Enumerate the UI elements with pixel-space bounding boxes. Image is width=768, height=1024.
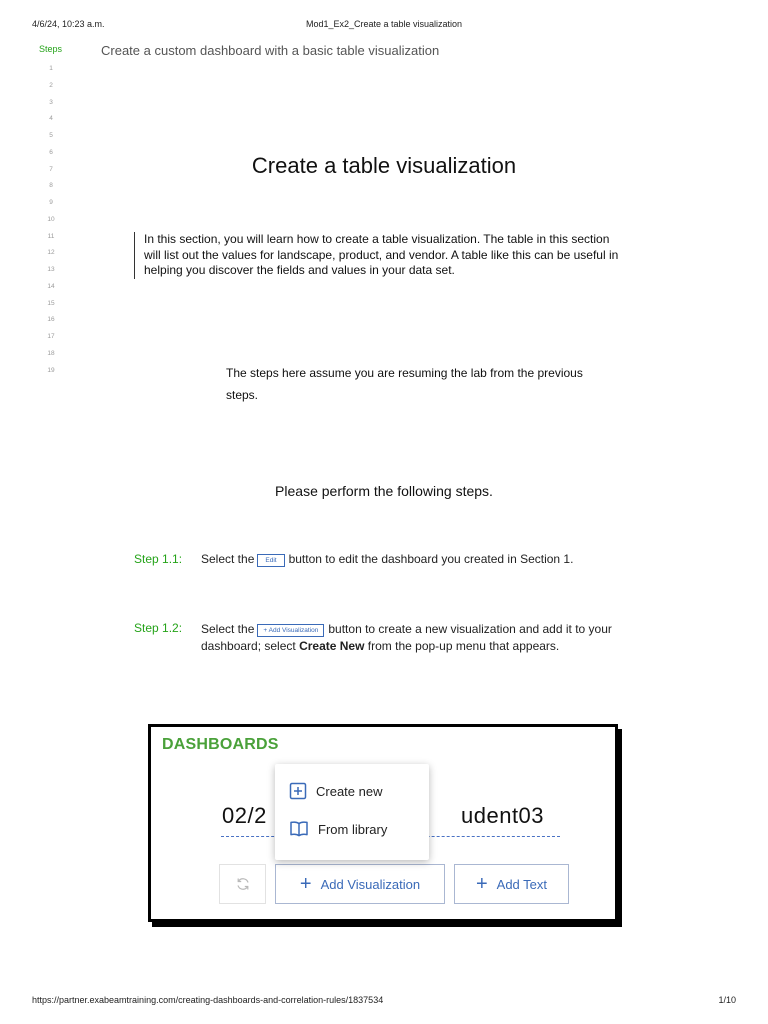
step-1-2-text <box>201 621 641 655</box>
line-number: 9 <box>49 199 53 206</box>
line-number: 10 <box>47 215 55 223</box>
step-1-2-after: from the pop-up menu that appears. <box>367 639 560 653</box>
line-numbers <box>36 61 66 379</box>
add-text-button[interactable] <box>454 864 569 904</box>
line-number: 6 <box>49 148 53 156</box>
line-number: 15 <box>47 299 55 307</box>
plus-icon: + <box>299 873 312 895</box>
book-icon <box>289 820 309 838</box>
dashboard-screenshot <box>148 724 618 922</box>
refresh-icon <box>235 876 251 892</box>
print-date: 4/6/24, 10:23 a.m. <box>32 19 105 29</box>
footer-page-number: 1/10 <box>718 995 736 1005</box>
intro-text: In this section, you will learn how to create a table visualization. The table in this section will list out the values for landscape, product, and vendor. A table like this can be useful in helping you discover the fields and values in your data set. <box>134 232 624 279</box>
dashboard-name-end: udent03 <box>461 803 545 828</box>
line-number: 4 <box>49 115 53 123</box>
menu-item-create-new[interactable] <box>289 782 382 800</box>
create-new-label: Create new <box>316 783 383 799</box>
line-number: 8 <box>49 182 53 190</box>
add-visualization-label: Add Visualization <box>320 876 421 892</box>
line-number: 18 <box>47 349 55 357</box>
menu-item-from-library[interactable] <box>289 820 387 838</box>
line-number: 13 <box>47 266 55 273</box>
line-number: 19 <box>47 366 55 374</box>
line-number: 17 <box>47 333 55 340</box>
steps-label[interactable]: Steps <box>39 44 63 54</box>
line-number: 14 <box>47 282 55 290</box>
assume-text: The steps here assume you are resuming the lab from the previous steps. <box>226 366 583 402</box>
dashboards-header: DASHBOARDS <box>162 736 279 753</box>
lesson-subtitle: Create a custom dashboard with a basic table visualization <box>101 43 440 58</box>
line-number: 2 <box>49 81 53 89</box>
line-number: 5 <box>49 132 53 139</box>
refresh-button[interactable] <box>219 864 266 904</box>
footer-url: https://partner.exabeamtraining.com/creating-dashboards-and-correlation-rules/1837534 <box>32 995 384 1005</box>
step-1-2-before: Select the <box>201 622 255 636</box>
line-number: 12 <box>47 249 55 257</box>
step-1-1-before: Select the <box>201 552 255 566</box>
step-1-1-label: Step 1.1: <box>134 552 183 566</box>
section-title: Create a table visualization <box>251 153 517 178</box>
line-number: 7 <box>49 165 53 173</box>
step-1-1-text <box>201 551 641 568</box>
add-visualization-button-image: + Add Visualization <box>257 624 324 637</box>
step-1-2-label: Step 1.2: <box>134 621 183 635</box>
line-number: 3 <box>49 98 53 106</box>
step-1-1-after: button to edit the dashboard you created in Section 1. <box>288 552 574 566</box>
line-number: 11 <box>47 232 55 240</box>
from-library-label: From library <box>318 821 388 837</box>
create-new-emphasis: Create New <box>299 639 365 653</box>
add-text-label: Add Text <box>496 876 548 892</box>
plus-icon: + <box>475 873 488 895</box>
dashboard-name-start: 02/2 <box>222 803 267 828</box>
add-visualization-button[interactable] <box>275 864 445 904</box>
step-1-2-middle: button to create a new visualization and add it to your dashboard; select <box>201 622 612 653</box>
edit-button-image: Edit <box>257 554 284 567</box>
perform-instruction: Please perform the following steps. <box>275 483 493 499</box>
line-number: 1 <box>49 65 53 72</box>
print-title: Mod1_Ex2_Create a table visualization <box>305 19 463 29</box>
plus-square-icon <box>289 782 307 800</box>
popup-menu <box>275 764 429 860</box>
line-number: 16 <box>47 316 55 324</box>
